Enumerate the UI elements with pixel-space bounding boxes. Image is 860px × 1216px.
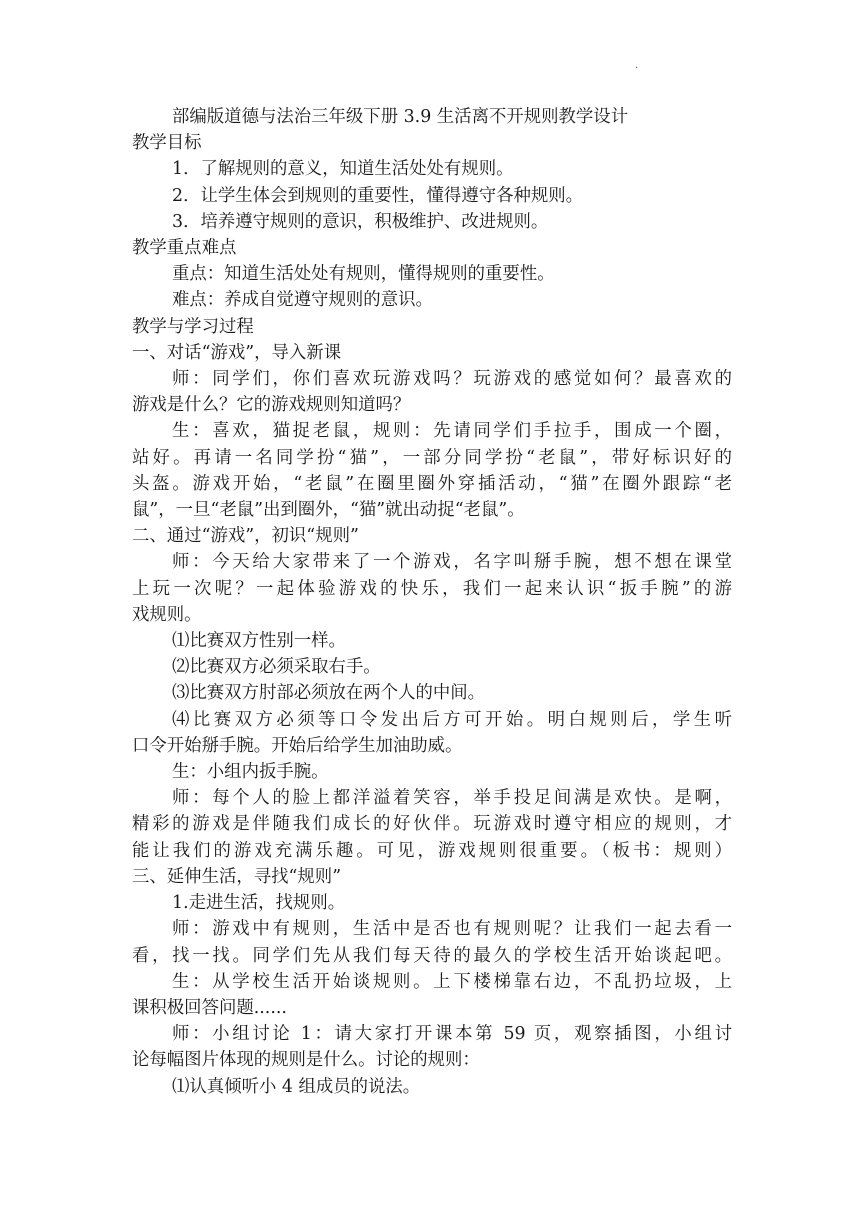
text-line: 2．让学生体会到规则的重要性，懂得遵守各种规则。	[172, 185, 584, 206]
document-title: 部编版道德与法治三年级下册 3.9 生活离不开规则教学设计	[172, 107, 629, 127]
text-line: 1．了解规则的意义，知道生活处处有规则。	[172, 159, 514, 180]
text-line: 鼠”，一旦“老鼠”出到圈外，“猫”就出动捉“老鼠”。	[132, 500, 525, 521]
document-body	[132, 104, 732, 1100]
text-line: 教学重点难点	[132, 238, 237, 259]
text-line: 上玩一次呢？一起体验游戏的快乐，我们一起来认识“扳手腕”的游	[132, 578, 732, 599]
text-line: 师：同学们，你们喜欢玩游戏吗？玩游戏的感觉如何？最喜欢的	[172, 369, 732, 390]
text-line: ⑷比赛双方必须等口令发出后方可开始。明白规则后，学生听	[172, 709, 732, 730]
text-line: 论每幅图片体现的规则是什么。讨论的规则：	[132, 1050, 480, 1071]
text-line: 三、延伸生活，寻找“规则”	[132, 866, 342, 887]
text-line: 口令开始掰手腕。开始后给学生加油助威。	[132, 735, 463, 756]
text-line: 教学与学习过程	[132, 316, 254, 337]
text-line: 生：喜欢，猫捉老鼠，规则：先请同学们手拉手，围成一个圈，	[172, 421, 732, 442]
text-line: 精彩的游戏是伴随我们成长的好伙伴。玩游戏时遵守相应的规则，才	[132, 814, 732, 835]
text-line: 重点：知道生活处处有规则，懂得规则的重要性。	[172, 264, 555, 285]
document-lines	[132, 130, 732, 1100]
text-line: 教学目标	[132, 133, 202, 154]
text-line: ⑴认真倾听小 4 组成员的说法。	[172, 1076, 421, 1097]
text-line: 看，找一找。同学们先从我们每天待的最久的学校生活开始谈起吧。	[132, 945, 732, 966]
text-line: 3．培养遵守规则的意识，积极维护、改进规则。	[172, 211, 549, 232]
text-line: 师：小组讨论 1：请大家打开课本第 59 页，观察插图，小组讨	[172, 1024, 732, 1045]
text-line: 课积极回答问题......	[132, 997, 287, 1018]
text-line: 师：游戏中有规则，生活中是否也有规则呢？让我们一起去看一	[172, 919, 732, 940]
text-line: 戏规则。	[132, 604, 202, 625]
text-line: 站好。再请一名同学扮“猫”，一部分同学扮“老鼠”，带好标识好的	[132, 447, 732, 468]
text-line: 生：小组内扳手腕。	[172, 762, 329, 783]
text-line: 师：今天给大家带来了一个游戏，名字叫掰手腕，想不想在课堂	[172, 552, 732, 573]
text-line: 一、对话“游戏”，导入新课	[132, 342, 342, 363]
text-line: 游戏是什么？它的游戏规则知道吗？	[132, 395, 411, 416]
text-line: 头盔。游戏开始，“老鼠”在圈里圈外穿插活动，“猫”在圈外跟踪“老	[132, 473, 732, 494]
text-line: 1.走进生活，找规则。	[172, 893, 346, 914]
text-line: 生：从学校生活开始谈规则。上下楼梯靠右边，不乱扔垃圾，上	[172, 971, 732, 992]
text-line: ⑴比赛双方性别一样。	[172, 631, 346, 652]
header-mark: .	[635, 60, 639, 71]
text-line: 师：每个人的脸上都洋溢着笑容，举手投足间满是欢快。是啊，	[172, 788, 732, 809]
text-line: ⑵比赛双方必须采取右手。	[172, 657, 381, 678]
text-line: 能让我们的游戏充满乐趣。可见，游戏规则很重要。（板书：规则）	[132, 840, 732, 861]
text-line: 二、通过“游戏”，初识“规则”	[132, 526, 359, 547]
text-line: 难点：养成自觉遵守规则的意识。	[172, 290, 433, 311]
text-line: ⑶比赛双方肘部必须放在两个人的中间。	[172, 683, 486, 704]
